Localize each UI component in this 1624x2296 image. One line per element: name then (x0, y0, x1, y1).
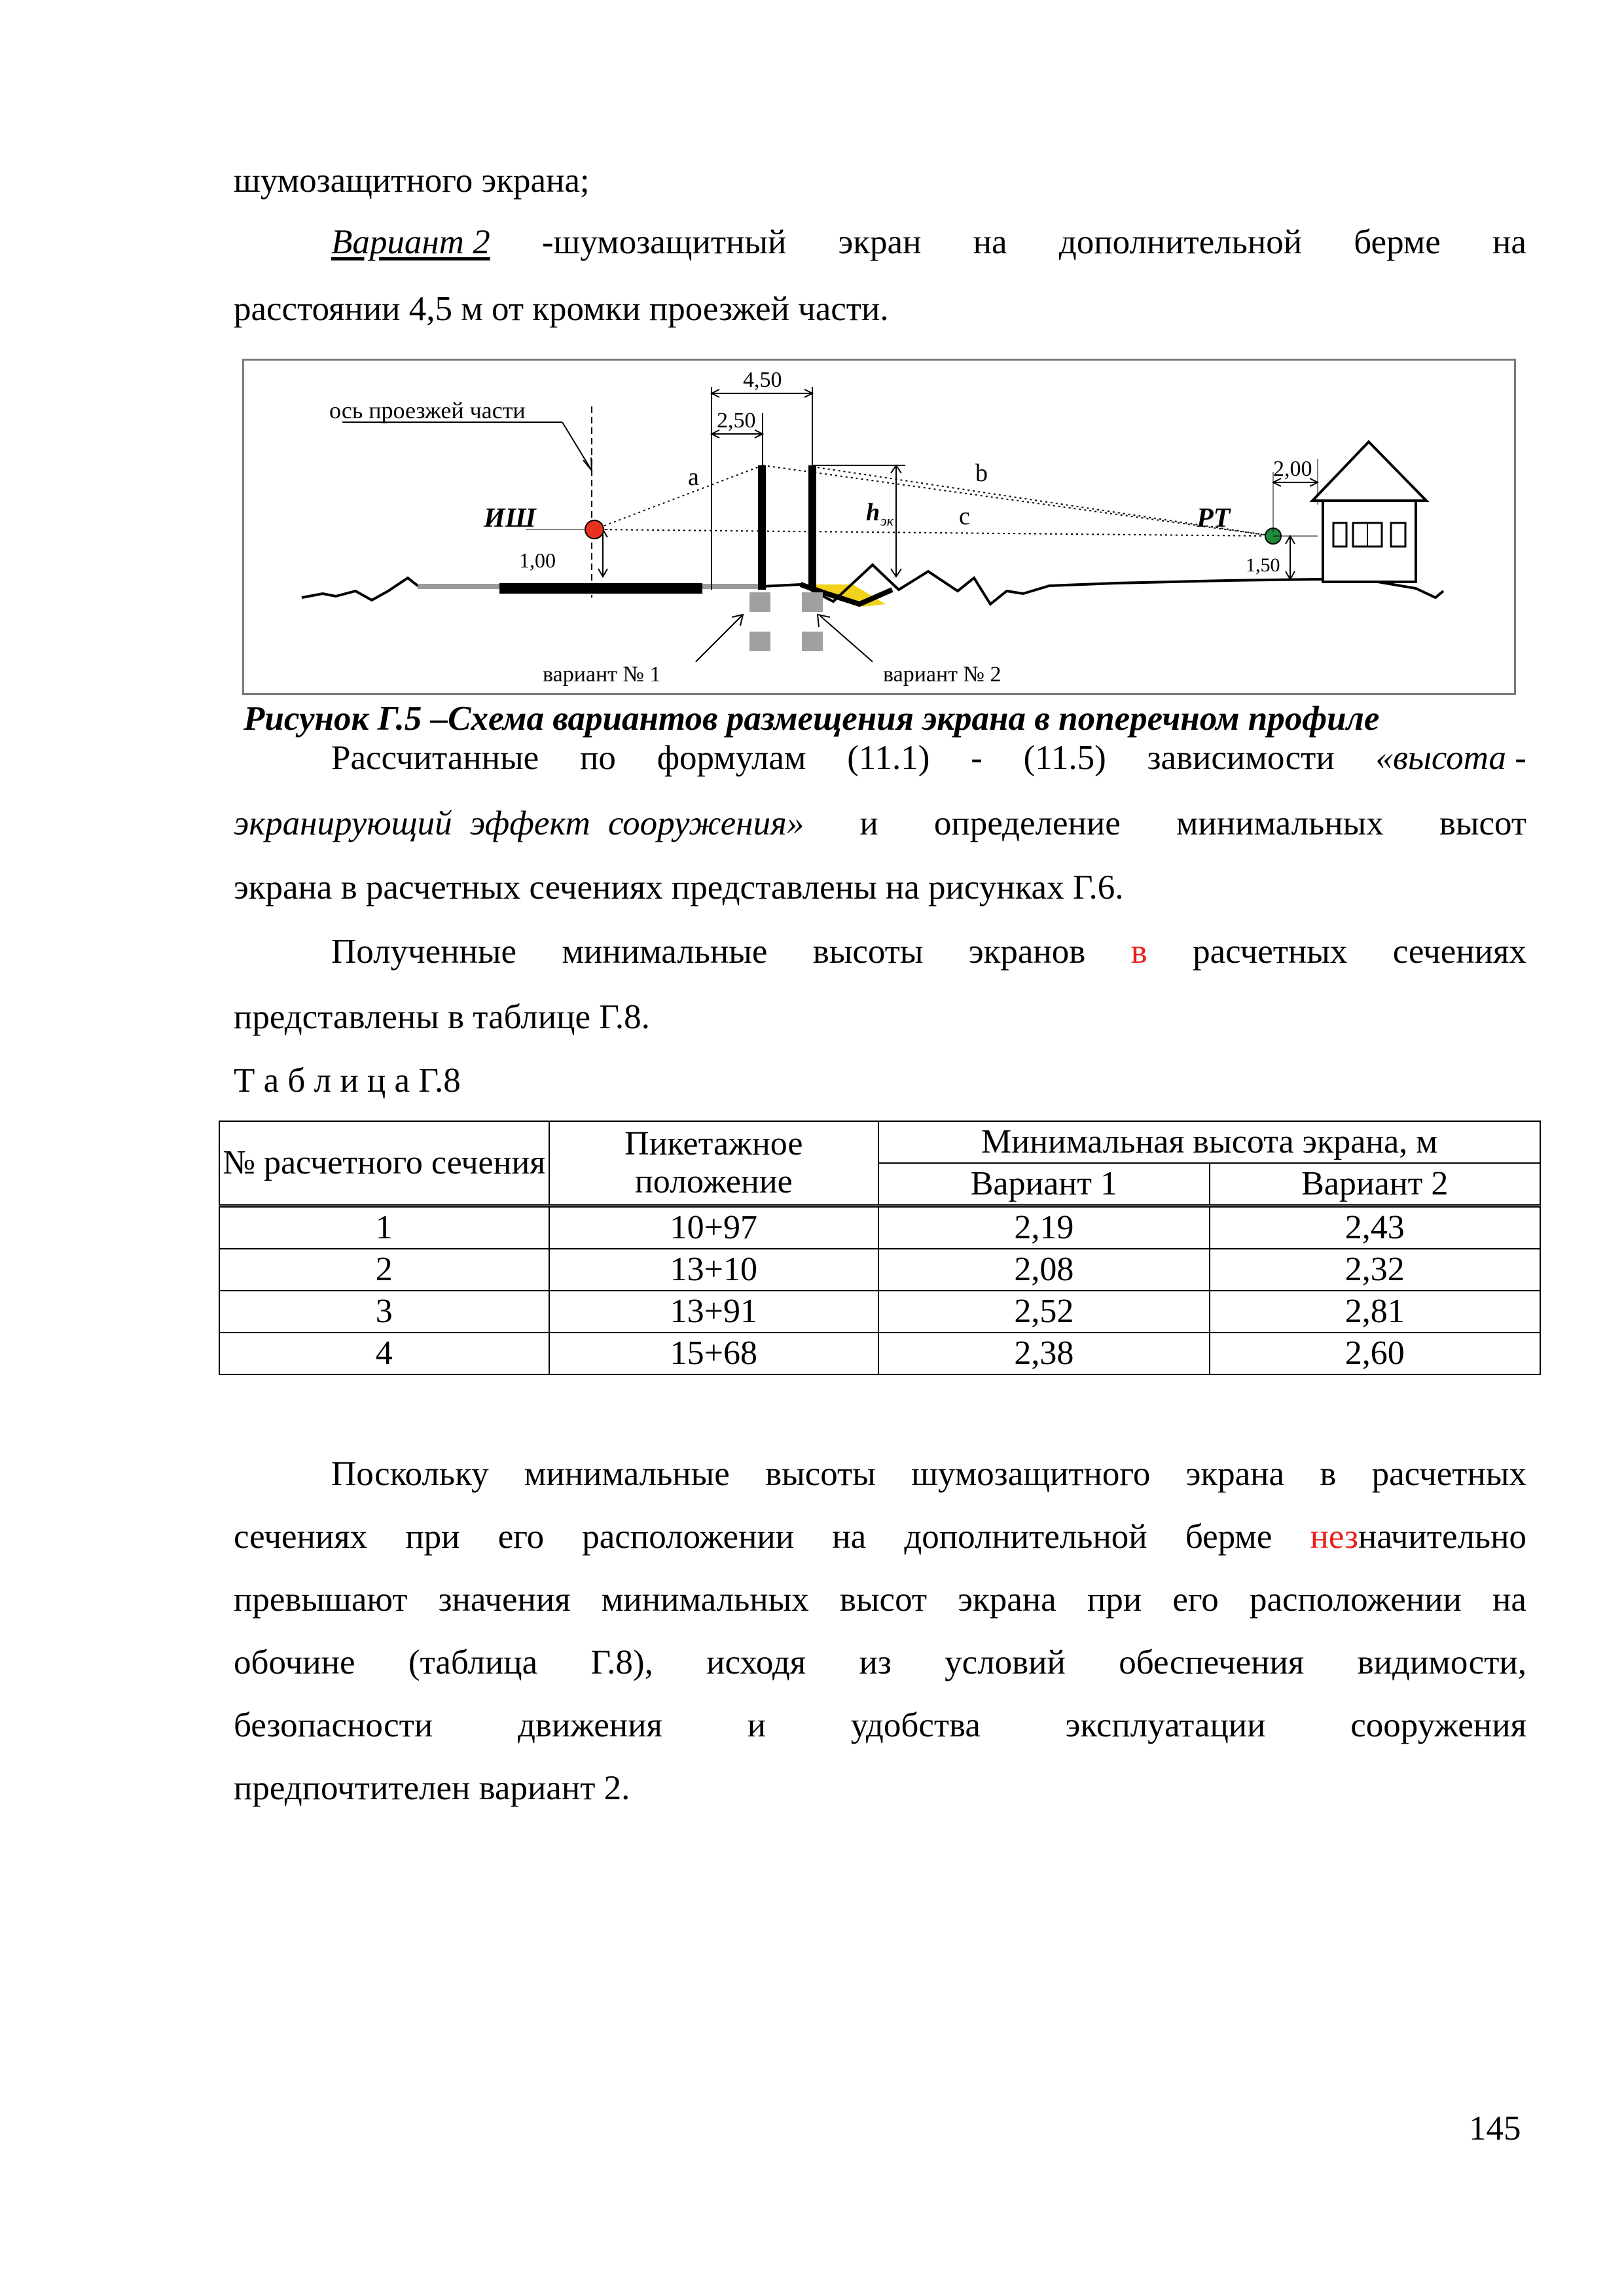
word: на (832, 1518, 867, 1556)
table-cell: 4 (219, 1333, 549, 1374)
foundation-block (802, 592, 823, 612)
word: формулам (657, 739, 806, 777)
word: удобства (850, 1706, 981, 1744)
screen-variant2 (808, 465, 816, 590)
house-icon (1312, 442, 1426, 582)
word: Поскольку (331, 1455, 489, 1493)
table-row (219, 1291, 1540, 1333)
foundation-block (749, 632, 770, 651)
screen-variant1 (758, 465, 766, 590)
dim-2-00-text: 2,00 (1273, 457, 1312, 481)
word: видимости, (1357, 1643, 1526, 1681)
word: Полученные (331, 933, 517, 971)
p3-line4 (234, 1643, 1526, 1682)
word: безопасности (234, 1706, 433, 1744)
word: при (405, 1518, 460, 1556)
word: его (1172, 1581, 1219, 1619)
table-cell: 2,08 (878, 1249, 1209, 1291)
table-cell: 2,43 (1210, 1206, 1540, 1249)
table-cell: 2,81 (1210, 1291, 1540, 1333)
word: из (859, 1643, 892, 1681)
word: - (971, 739, 983, 777)
word: экранов (968, 933, 1086, 971)
word: условий (945, 1643, 1066, 1681)
word: по (580, 739, 616, 777)
word: экрана (1185, 1455, 1285, 1493)
word: при (1087, 1581, 1142, 1619)
word: на (1492, 223, 1526, 261)
word: и (747, 1706, 766, 1744)
variant2-arrow (820, 616, 873, 662)
header-min-height: Минимальная высота экрана, м (878, 1121, 1540, 1163)
table-cell: 2,38 (878, 1333, 1209, 1374)
word: расположении (1249, 1581, 1462, 1619)
page-number: 145 (1469, 2109, 1521, 2147)
word: и (859, 804, 878, 842)
table-row (219, 1249, 1540, 1291)
word: эксплуатации (1065, 1706, 1266, 1744)
table-cell: 2,32 (1210, 1249, 1540, 1291)
word: расчетных (1371, 1455, 1526, 1493)
p3-line3 (234, 1580, 1526, 1619)
header-picket: Пикетажное положение (549, 1121, 879, 1206)
word: зависимости (1147, 739, 1335, 777)
variant2-line2: расстоянии 4,5 м от кромки проезжей части. (234, 290, 889, 328)
table-cell: 15+68 (549, 1333, 879, 1374)
ground-left (302, 578, 420, 600)
cross-section-figure (242, 359, 1516, 695)
dim-2-50-text: 2,50 (717, 408, 756, 433)
ray-c (594, 529, 1273, 536)
word: определение (933, 804, 1121, 842)
word: обеспечения (1119, 1643, 1305, 1681)
word: (11.5) (1023, 739, 1106, 777)
dim-1-50-text: 1,50 (1246, 554, 1280, 576)
table-row (219, 1206, 1540, 1249)
receiver-label: РТ (1197, 503, 1231, 533)
word: высот (839, 1581, 928, 1619)
italic-phrase: экранирующий эффект сооружения» (234, 804, 804, 842)
variant2-label: вариант № 2 (883, 662, 1001, 687)
word: сечениях (1392, 933, 1526, 971)
h-label: h (866, 499, 880, 526)
highlighted-word: в (1130, 933, 1147, 971)
variant2-label: Вариант 2 (331, 223, 490, 261)
p1-line2 (234, 804, 1526, 843)
word: в (1320, 1455, 1337, 1493)
h-sub-label: эк (880, 512, 893, 529)
variant1-label: вариант № 1 (543, 662, 661, 687)
paragraph-tail: шумозащитного экрана; (234, 162, 590, 200)
p2-line1 (331, 932, 1526, 971)
word: минимальные (562, 933, 768, 971)
table-cell: 2,19 (878, 1206, 1209, 1249)
figure-caption: Рисунок Г.5 –Схема вариантов размещения экрана в поперечном профиле (244, 700, 1380, 738)
ray-b-label: b (975, 459, 988, 487)
table-cell: 13+91 (549, 1291, 879, 1333)
table-cell: 10+97 (549, 1206, 879, 1249)
dim-1-00-text: 1,00 (519, 548, 556, 572)
cross-section-diagram (244, 361, 1514, 693)
p3-line1 (331, 1454, 1526, 1494)
p3-line5 (234, 1706, 1526, 1745)
word: на (1492, 1581, 1526, 1619)
variant1-arrow (696, 616, 742, 662)
header-variant1: Вариант 1 (878, 1163, 1209, 1206)
word: расположении (582, 1518, 795, 1556)
word: высоты (812, 933, 924, 971)
dim-4-50-text: 4,50 (743, 368, 782, 392)
word: минимальных (601, 1581, 809, 1619)
table-cell: 2 (219, 1249, 549, 1291)
ray-c-label: c (959, 503, 970, 530)
word: его (497, 1518, 545, 1556)
table-cell: 1 (219, 1206, 549, 1249)
word: дополнительной (904, 1518, 1147, 1556)
word: экран (838, 223, 922, 261)
p3-line2 (234, 1517, 1526, 1556)
word: незначительно (1310, 1518, 1526, 1556)
p1-line1 (331, 738, 1526, 778)
word: движения (517, 1706, 662, 1744)
p3-line6: предпочтителен вариант 2. (234, 1769, 630, 1807)
p1-line3: экрана в расчетных сечениях представлены на рисунках Г.6. (234, 869, 1124, 906)
word: значения (438, 1581, 571, 1619)
min-height-table (219, 1121, 1541, 1375)
word: шумозащитного (911, 1455, 1151, 1493)
ray-a (594, 465, 763, 529)
word: высоты (765, 1455, 876, 1493)
table-cell: 2,52 (878, 1291, 1209, 1333)
word: превышают (234, 1581, 408, 1619)
highlighted-fragment: нез (1310, 1518, 1358, 1556)
word: дополнительной (1058, 223, 1303, 261)
table-cell: 3 (219, 1291, 549, 1333)
axis-label-leader (562, 422, 592, 471)
table-row (219, 1333, 1540, 1374)
word: исходя (706, 1643, 806, 1681)
word: берме (1354, 223, 1441, 261)
table-cell: 13+10 (549, 1249, 879, 1291)
p2-line2: представлены в таблице Г.8. (234, 998, 650, 1036)
foundation-block (802, 632, 823, 651)
source-label: ИШ (484, 503, 536, 533)
word: минимальные (524, 1455, 730, 1493)
word: Г.8), (590, 1643, 653, 1681)
word: -шумозащитный (541, 223, 787, 261)
noise-source-dot (585, 520, 604, 539)
word: Рассчитанные (331, 739, 539, 777)
word: минимальных (1176, 804, 1384, 842)
word: (таблица (408, 1643, 538, 1681)
word: сечениях (234, 1518, 368, 1556)
axis-label: ось проезжей части (329, 397, 526, 423)
italic-phrase: «высота - (1375, 739, 1526, 777)
header-section: № расчетного сечения (219, 1121, 549, 1206)
foundation-block (749, 592, 770, 612)
variant2-line1 (331, 223, 1526, 262)
word: обочине (234, 1643, 355, 1681)
word: на (973, 223, 1007, 261)
word: сооружения (1350, 1706, 1526, 1744)
ray-a-label: a (688, 463, 699, 491)
word: (11.1) (847, 739, 930, 777)
table-title: Т а б л и ц а Г.8 (234, 1062, 461, 1100)
word: расчетных (1193, 933, 1348, 971)
table-cell: 2,60 (1210, 1333, 1540, 1374)
word: высот (1439, 804, 1526, 842)
word: экрана (958, 1581, 1056, 1619)
header-variant2: Вариант 2 (1210, 1163, 1540, 1206)
word: берме (1185, 1518, 1272, 1556)
